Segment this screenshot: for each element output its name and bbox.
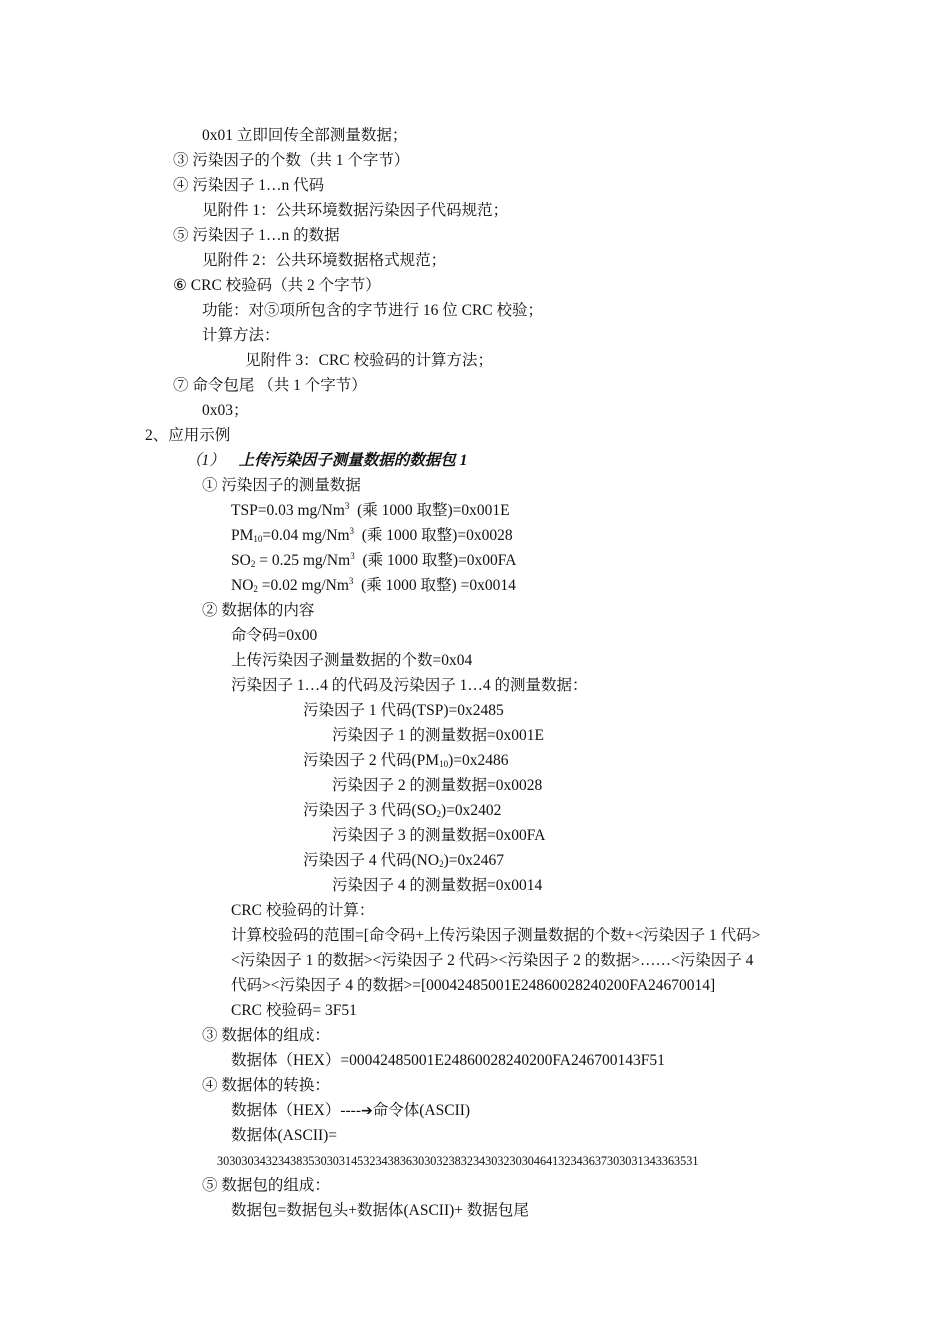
measurement-pm10 [231, 526, 513, 546]
subsection-heading [186, 451, 467, 471]
text-run: 污染因子 4 代码(NO [303, 852, 440, 869]
subscript: 10 [253, 534, 263, 544]
text-line: 功能：对⑤项所包含的字节进行 16 位 CRC 校验； [202, 302, 544, 319]
text-run: (乘 1000 取整)=0x0028 [354, 527, 513, 544]
step-5-heading: ⑤ 数据包的组成： [202, 1177, 330, 1194]
arrow-right-icon: ➔ [361, 1103, 373, 1119]
text-run: PM [231, 527, 254, 544]
text-run: 污染因子 2 代码(PM [303, 752, 440, 769]
text-line: 代码><污染因子 4 的数据>=[00042485001E24860028240200FA24670014] [231, 977, 716, 994]
subsection-title: 上传污染因子测量数据的数据包 1 [238, 452, 468, 469]
subsection-number: （1） [186, 452, 225, 469]
text-line: 见附件 1：公共环境数据污染因子代码规范； [202, 202, 509, 219]
conversion-line [231, 1101, 470, 1121]
text-line: 见附件 2：公共环境数据格式规范； [202, 252, 447, 269]
item-7-heading: ⑦ 命令包尾 （共 1 个字节） [173, 377, 367, 394]
text-line: 命令码=0x00 [231, 627, 318, 644]
section-heading: 2、应用示例 [145, 427, 231, 444]
text-line: 上传污染因子测量数据的个数=0x04 [231, 652, 473, 669]
text-run: 数据体（HEX）---- [231, 1102, 362, 1119]
ascii-data-line: 3030303432343835303031453234383630303238323430323030464132343637303031343363531 [217, 1154, 699, 1168]
text-line: 0x03； [202, 402, 249, 419]
measurement-tsp [231, 501, 510, 521]
text-run: = 0.25 mg/Nm [255, 552, 351, 569]
text-line: 计算校验码的范围=[命令码+上传污染因子测量数据的个数+<污染因子 1 代码> [231, 927, 761, 944]
text-line: 数据体（HEX）=00042485001E24860028240200FA246700143F51 [231, 1052, 665, 1069]
text-line: <污染因子 1 的数据><污染因子 2 代码><污染因子 2 的数据>……<污染因子 4 [231, 952, 754, 969]
step-4-heading: ④ 数据体的转换： [202, 1077, 330, 1094]
factor-4-code [303, 851, 504, 871]
text-run: =0.04 mg/Nm [262, 527, 350, 544]
step-2-heading: ② 数据体的内容 [202, 602, 315, 619]
text-run: SO [231, 552, 251, 569]
text-run: =0.02 mg/Nm [257, 577, 349, 594]
text-line: 见附件 3：CRC 校验码的计算方法； [245, 352, 494, 369]
subscript: 2 [253, 584, 258, 594]
text-line: CRC 校验码的计算： [231, 902, 375, 919]
step-1-heading: ① 污染因子的测量数据 [202, 477, 361, 494]
step-3-heading: ③ 数据体的组成： [202, 1027, 330, 1044]
measurement-so2 [231, 551, 516, 571]
factor-3-data: 污染因子 3 的测量数据=0x00FA [332, 827, 546, 844]
subscript: 10 [439, 759, 449, 769]
text-run: NO [231, 577, 254, 594]
text-run: )=0x2402 [440, 802, 502, 819]
factor-2-code [303, 751, 508, 771]
text-run: (乘 1000 取整)=0x00FA [354, 552, 517, 569]
superscript: 3 [344, 501, 350, 511]
subscript: 2 [250, 559, 256, 569]
text-run: TSP=0.03 mg/Nm [231, 502, 345, 519]
superscript: 3 [348, 576, 354, 586]
item-3-heading: ③ 污染因子的个数（共 1 个字节） [173, 152, 410, 169]
factor-1-code: 污染因子 1 代码(TSP)=0x2485 [303, 702, 504, 719]
measurement-no2 [231, 576, 516, 596]
text-line: 数据体(ASCII)= [231, 1127, 338, 1144]
text-line: 数据包=数据包头+数据体(ASCII)+ 数据包尾 [231, 1202, 529, 1219]
factor-2-data: 污染因子 2 的测量数据=0x0028 [332, 777, 543, 794]
crc-result: CRC 校验码= 3F51 [231, 1002, 357, 1019]
text-line: 计算方法： [202, 327, 280, 344]
text-run: )=0x2467 [443, 852, 504, 869]
text-line: 污染因子 1…4 的代码及污染因子 1…4 的测量数据： [231, 677, 588, 694]
text-run: 污染因子 3 代码(SO [303, 802, 437, 819]
factor-1-data: 污染因子 1 的测量数据=0x001E [332, 727, 544, 744]
subscript: 2 [436, 809, 441, 819]
item-4-heading: ④ 污染因子 1…n 代码 [173, 177, 325, 194]
text-run: 命令体(ASCII) [372, 1102, 471, 1119]
factor-3-code [303, 801, 501, 821]
text-line: 0x01 立即回传全部测量数据； [202, 127, 408, 144]
superscript: 3 [349, 526, 355, 536]
item-5-heading: ⑤ 污染因子 1…n 的数据 [173, 227, 340, 244]
superscript: 3 [350, 551, 355, 561]
item-6-heading: ⑥ CRC 校验码（共 2 个字节） [173, 277, 381, 294]
factor-4-data: 污染因子 4 的测量数据=0x0014 [332, 877, 543, 894]
text-run: )=0x2486 [448, 752, 509, 769]
text-run: (乘 1000 取整) =0x0014 [353, 577, 516, 594]
subscript: 2 [439, 859, 444, 869]
text-run: (乘 1000 取整)=0x001E [349, 502, 510, 519]
